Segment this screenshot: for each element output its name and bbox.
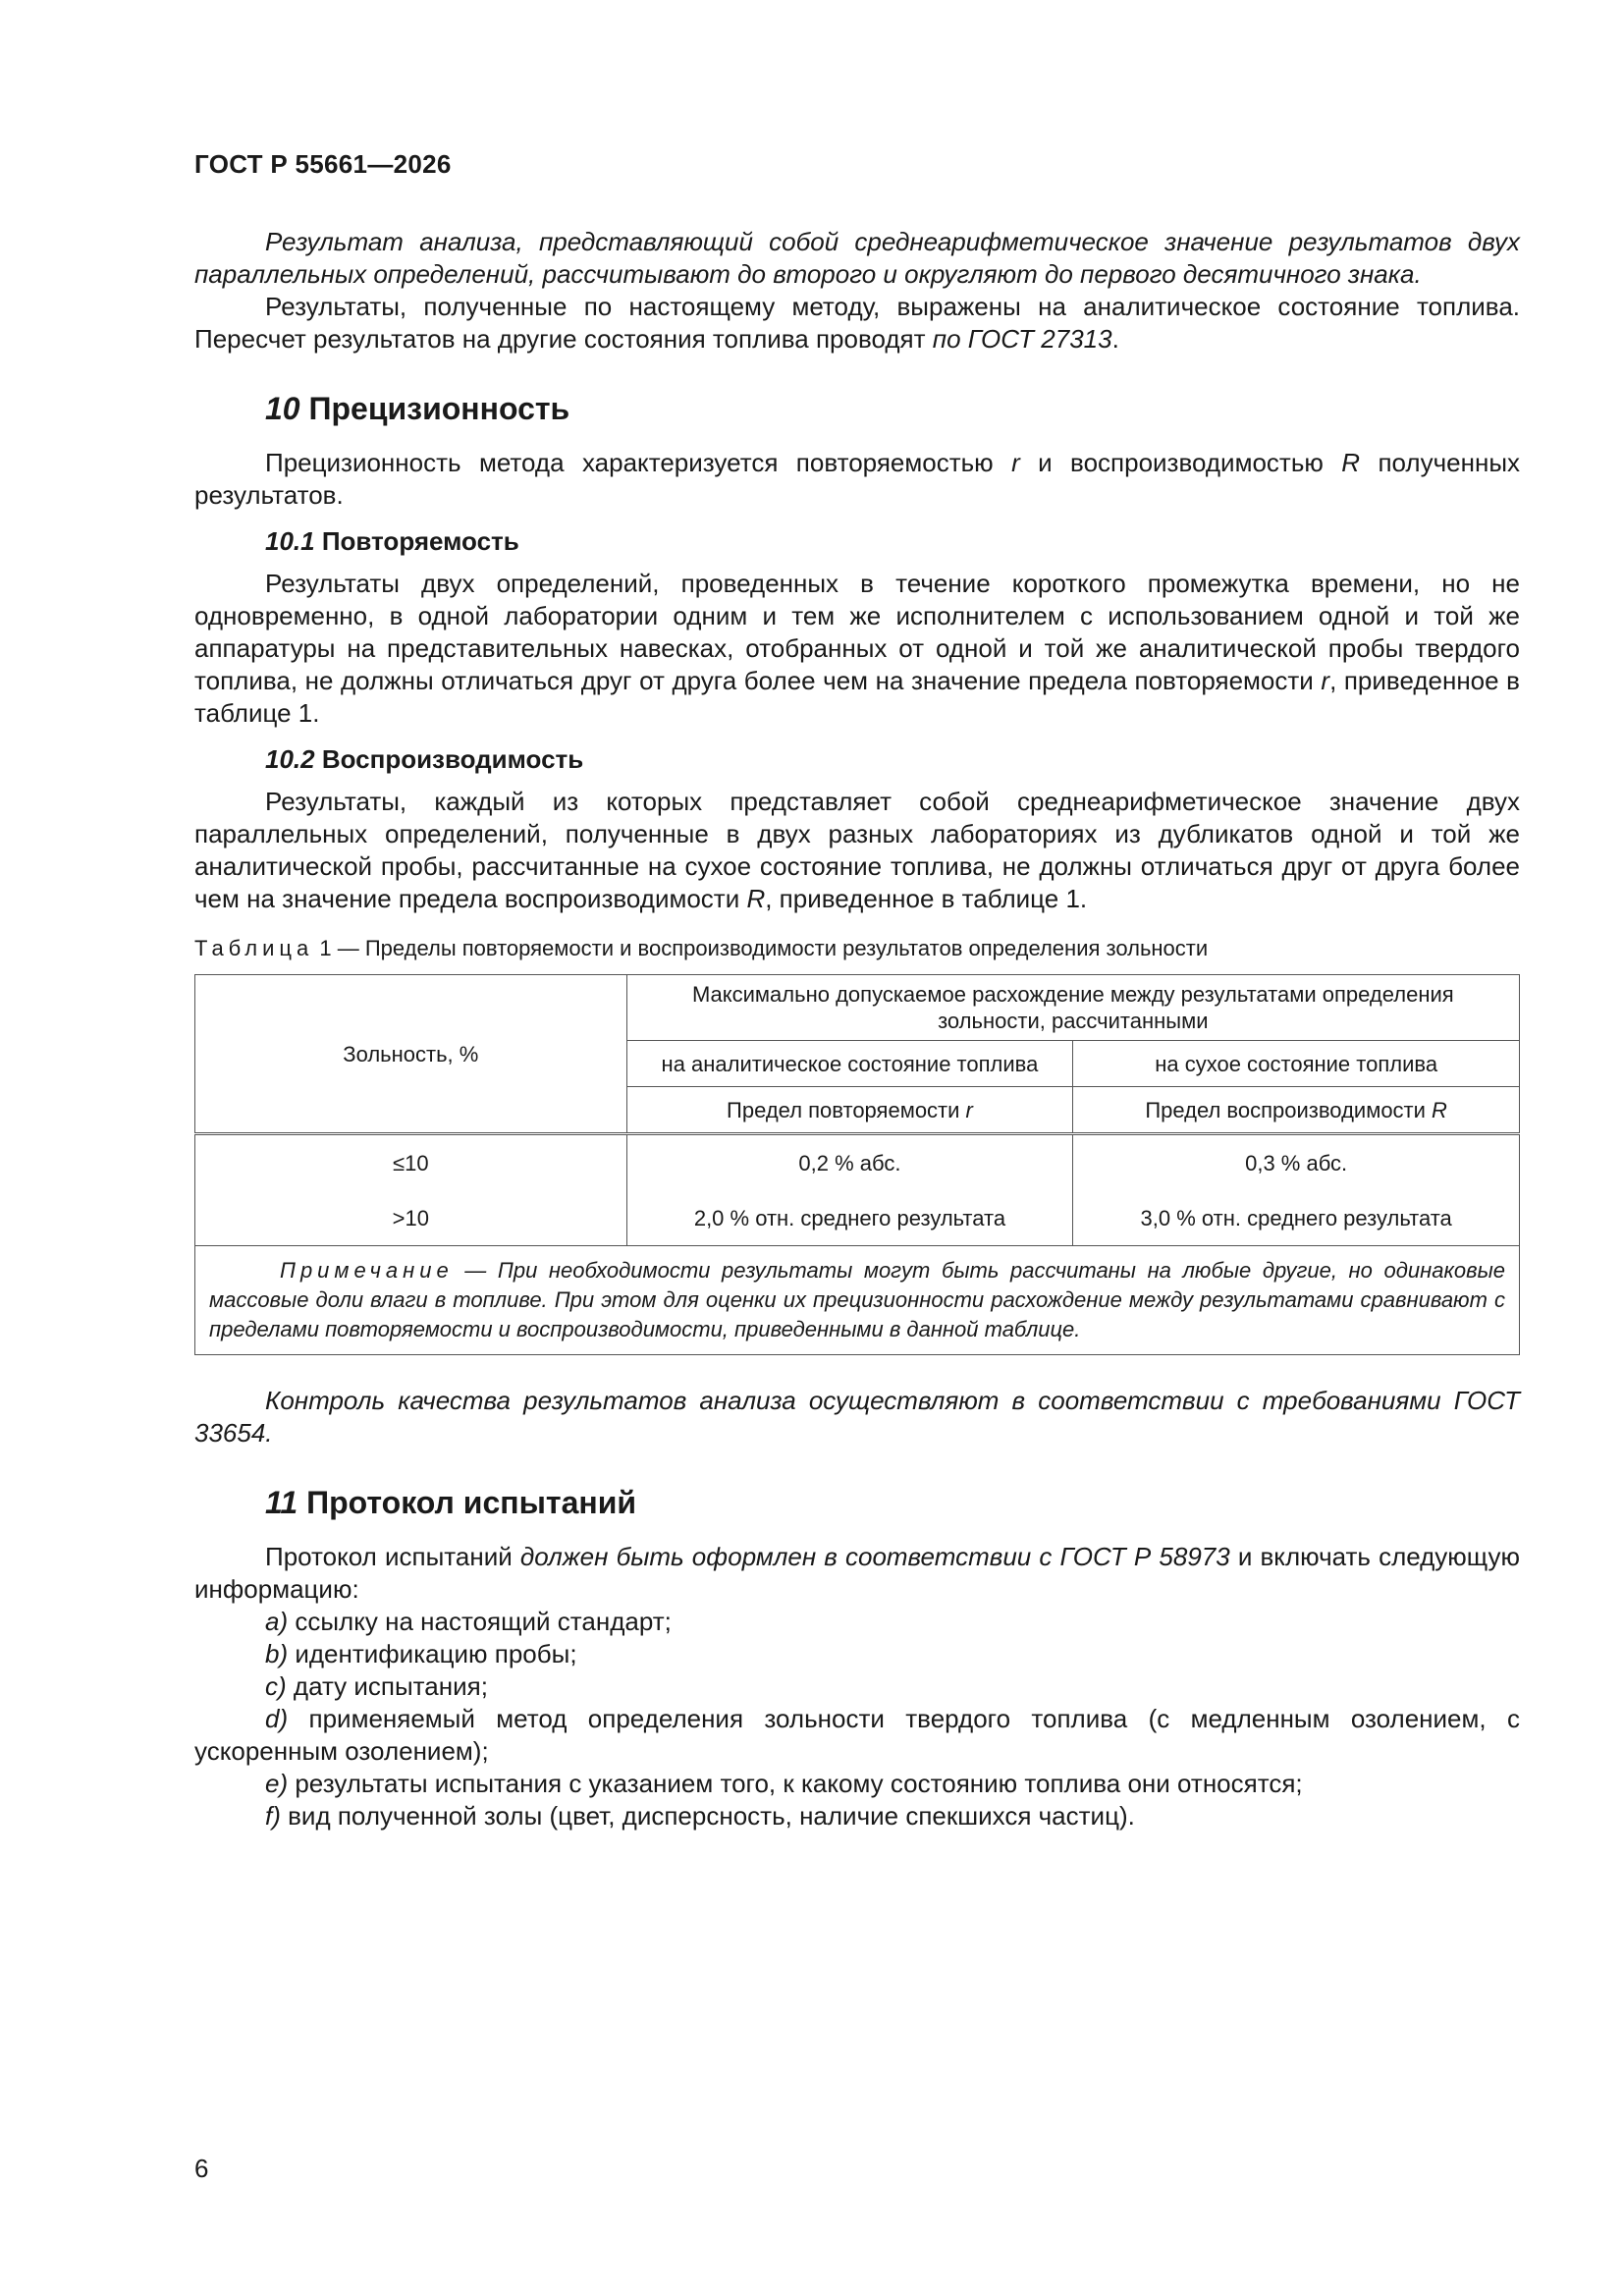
list-item: e) результаты испытания с указанием того, к какому состоянию топлива они относятся; [265,1769,1303,1798]
reproducibility-paragraph: Результаты, каждый из которых представляет собой среднеарифметическое значение двух параллельных определений, полученные в двух разных лабораториях из дубликатов одной и той же аналитической пробы, рассчитанные на сухое состояние топлива, не должны отличаться друг от друга более чем на значение предела воспроизводимости R, приведенное в таблице 1. [194,787,1520,913]
reproducibility-value: 0,3 % абс. [1073,1134,1520,1191]
ash-column-header: Зольность, % [195,975,627,1134]
ash-value: >10 [195,1190,627,1246]
discrepancy-group-header: Максимально допускаемое расхождение между результатами определения зольности, рассчитанными [626,975,1519,1041]
section-10-2-heading: 10.2 Воспроизводимость [265,744,584,774]
table-row [195,1134,1520,1191]
table-row [195,1190,1520,1246]
section-10-1-heading: 10.1 Повторяемость [265,526,519,556]
list-item: d) применяемый метод определения зольности твердого топлива (с медленным озолением, с ускоренным озолением); [194,1704,1520,1766]
section-11-heading: 11 Протокол испытаний [265,1485,637,1520]
precision-table [194,974,1520,1355]
state-paragraph: Результаты, полученные по настоящему методу, выражены на аналитическое состояние топлива. Пересчет результатов на другие состояния топлива проводят по ГОСТ 27313. [194,292,1520,354]
repeatability-value: 2,0 % отн. среднего результата [626,1190,1073,1246]
list-item: b) идентификацию пробы; [265,1639,577,1668]
document-header: ГОСТ Р 55661—2026 [194,149,452,179]
result-paragraph: Результат анализа, представляющий собой среднеарифметическое значение результатов двух параллельных определений, рассчитывают до второго и округляют до первого десятичного знака. [194,227,1520,289]
reproducibility-value: 3,0 % отн. среднего результата [1073,1190,1520,1246]
quality-control-paragraph: Контроль качества результатов анализа осуществляют в соответствии с требованиями ГОСТ 33654. [194,1386,1520,1448]
repeatability-value: 0,2 % абс. [626,1134,1073,1191]
page-number: 6 [194,2154,209,2183]
list-item: а) ссылку на настоящий стандарт; [265,1607,672,1636]
reproducibility-limit-header: Предел воспроизводимости R [1073,1087,1520,1134]
precision-paragraph: Прецизионность метода характеризуется повторяемостью r и воспроизводимостью R полученных результатов. [194,448,1521,510]
repeatability-limit-header: Предел повторяемости r [626,1087,1073,1134]
protocol-paragraph: Протокол испытаний должен быть оформлен в соответствии с ГОСТ Р 58973 и включать следующую информацию: [194,1542,1520,1604]
table-caption: Таблица 1 — Пределы повторяемости и воспроизводимости результатов определения зольности [194,936,1209,960]
document-body [194,226,1520,1832]
repeatability-paragraph: Результаты двух определений, проведенных в течение короткого промежутка времени, но не одновременно, в одной лаборатории одним и тем же исполнителем с использованием одной и той же аппаратуры на представительных навесках, отобранных от одной и той же аналитической пробы твердого топлива, не должны отличаться друг от друга более чем на значение предела повторяемости r, приведенное в таблице 1. [194,569,1520,728]
table-note: Примечание — При необходимости результаты могут быть рассчитаны на любые другие, но одинаковые массовые доли влаги в топливе. При этом для оценки их прецизионности расхождение между результатами сравнивают с пределами повторяемости и воспроизводимости, приведенными в данной таблице. [195,1246,1520,1355]
section-10-heading: 10 Прецизионность [265,391,570,426]
ash-value: ≤10 [195,1134,627,1191]
list-item: c) дату испытания; [265,1671,488,1701]
analytic-state-header: на аналитическое состояние топлива [626,1041,1073,1087]
list-item: f) вид полученной золы (цвет, дисперсность, наличие спекшихся частиц). [265,1801,1135,1831]
dry-state-header: на сухое состояние топлива [1073,1041,1520,1087]
